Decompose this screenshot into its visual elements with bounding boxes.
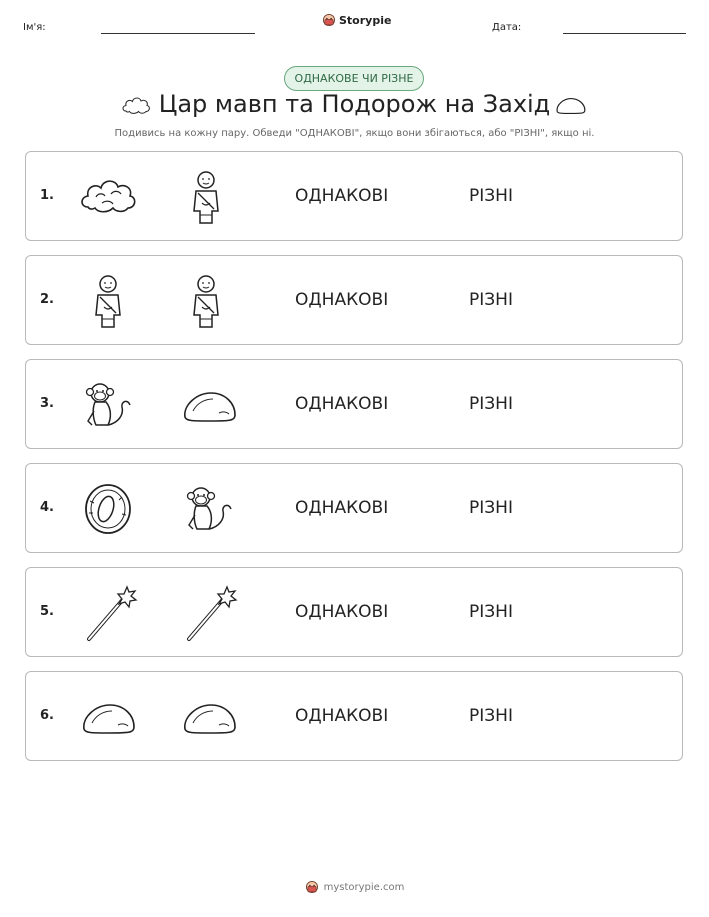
brand-name: Storypie — [339, 13, 392, 27]
rock-icon — [179, 375, 239, 435]
question-number: 5. — [40, 604, 54, 619]
name-field-line[interactable] — [101, 33, 255, 34]
title-rock-icon — [555, 96, 587, 116]
brand-logo — [322, 13, 391, 27]
cloud-icon — [78, 167, 138, 227]
rock-icon — [78, 687, 138, 747]
question-number: 3. — [40, 396, 54, 411]
question-row-6 — [25, 671, 683, 761]
instructions: Подивись на кожну пару. Обведи "ОДНАКОВІ", якщо вони збігаються, або "РІЗНІ", якщо ні. — [114, 128, 595, 139]
monk-icon — [176, 271, 236, 331]
question-row-1 — [25, 151, 683, 241]
monkey-icon — [179, 479, 239, 539]
question-number: 6. — [40, 708, 54, 723]
monk-icon — [78, 271, 138, 331]
same-option[interactable]: ОДНАКОВІ — [295, 498, 389, 518]
worksheet-type-badge: ОДНАКОВЕ ЧИ РІЗНЕ — [284, 66, 424, 91]
footer-site[interactable]: mystorypie.com — [323, 881, 405, 893]
different-option[interactable]: РІЗНІ — [469, 186, 513, 206]
question-row-5 — [25, 567, 683, 657]
question-row-4 — [25, 463, 683, 553]
storypie-logo-icon — [305, 880, 319, 894]
date-label: Дата: — [492, 22, 522, 33]
footer — [0, 880, 709, 894]
question-row-3 — [25, 359, 683, 449]
different-option[interactable]: РІЗНІ — [469, 498, 513, 518]
different-option[interactable]: РІЗНІ — [469, 394, 513, 414]
ring-icon — [78, 479, 138, 539]
different-option[interactable]: РІЗНІ — [469, 706, 513, 726]
question-number: 4. — [40, 500, 54, 515]
question-row-2 — [25, 255, 683, 345]
page-title: Цар мавп та Подорож на Захід — [158, 90, 551, 118]
name-label: Ім'я: — [23, 22, 46, 33]
date-field-line[interactable] — [563, 33, 686, 34]
staff-icon — [81, 583, 141, 643]
same-option[interactable]: ОДНАКОВІ — [295, 602, 389, 622]
monk-icon — [176, 167, 236, 227]
monkey-icon — [78, 375, 138, 435]
rock-icon — [179, 687, 239, 747]
different-option[interactable]: РІЗНІ — [469, 290, 513, 310]
same-option[interactable]: ОДНАКОВІ — [295, 290, 389, 310]
question-number: 1. — [40, 188, 54, 203]
same-option[interactable]: ОДНАКОВІ — [295, 706, 389, 726]
staff-icon — [181, 583, 241, 643]
storypie-logo-icon — [322, 13, 336, 27]
question-number: 2. — [40, 292, 54, 307]
different-option[interactable]: РІЗНІ — [469, 602, 513, 622]
same-option[interactable]: ОДНАКОВІ — [295, 186, 389, 206]
same-option[interactable]: ОДНАКОВІ — [295, 394, 389, 414]
